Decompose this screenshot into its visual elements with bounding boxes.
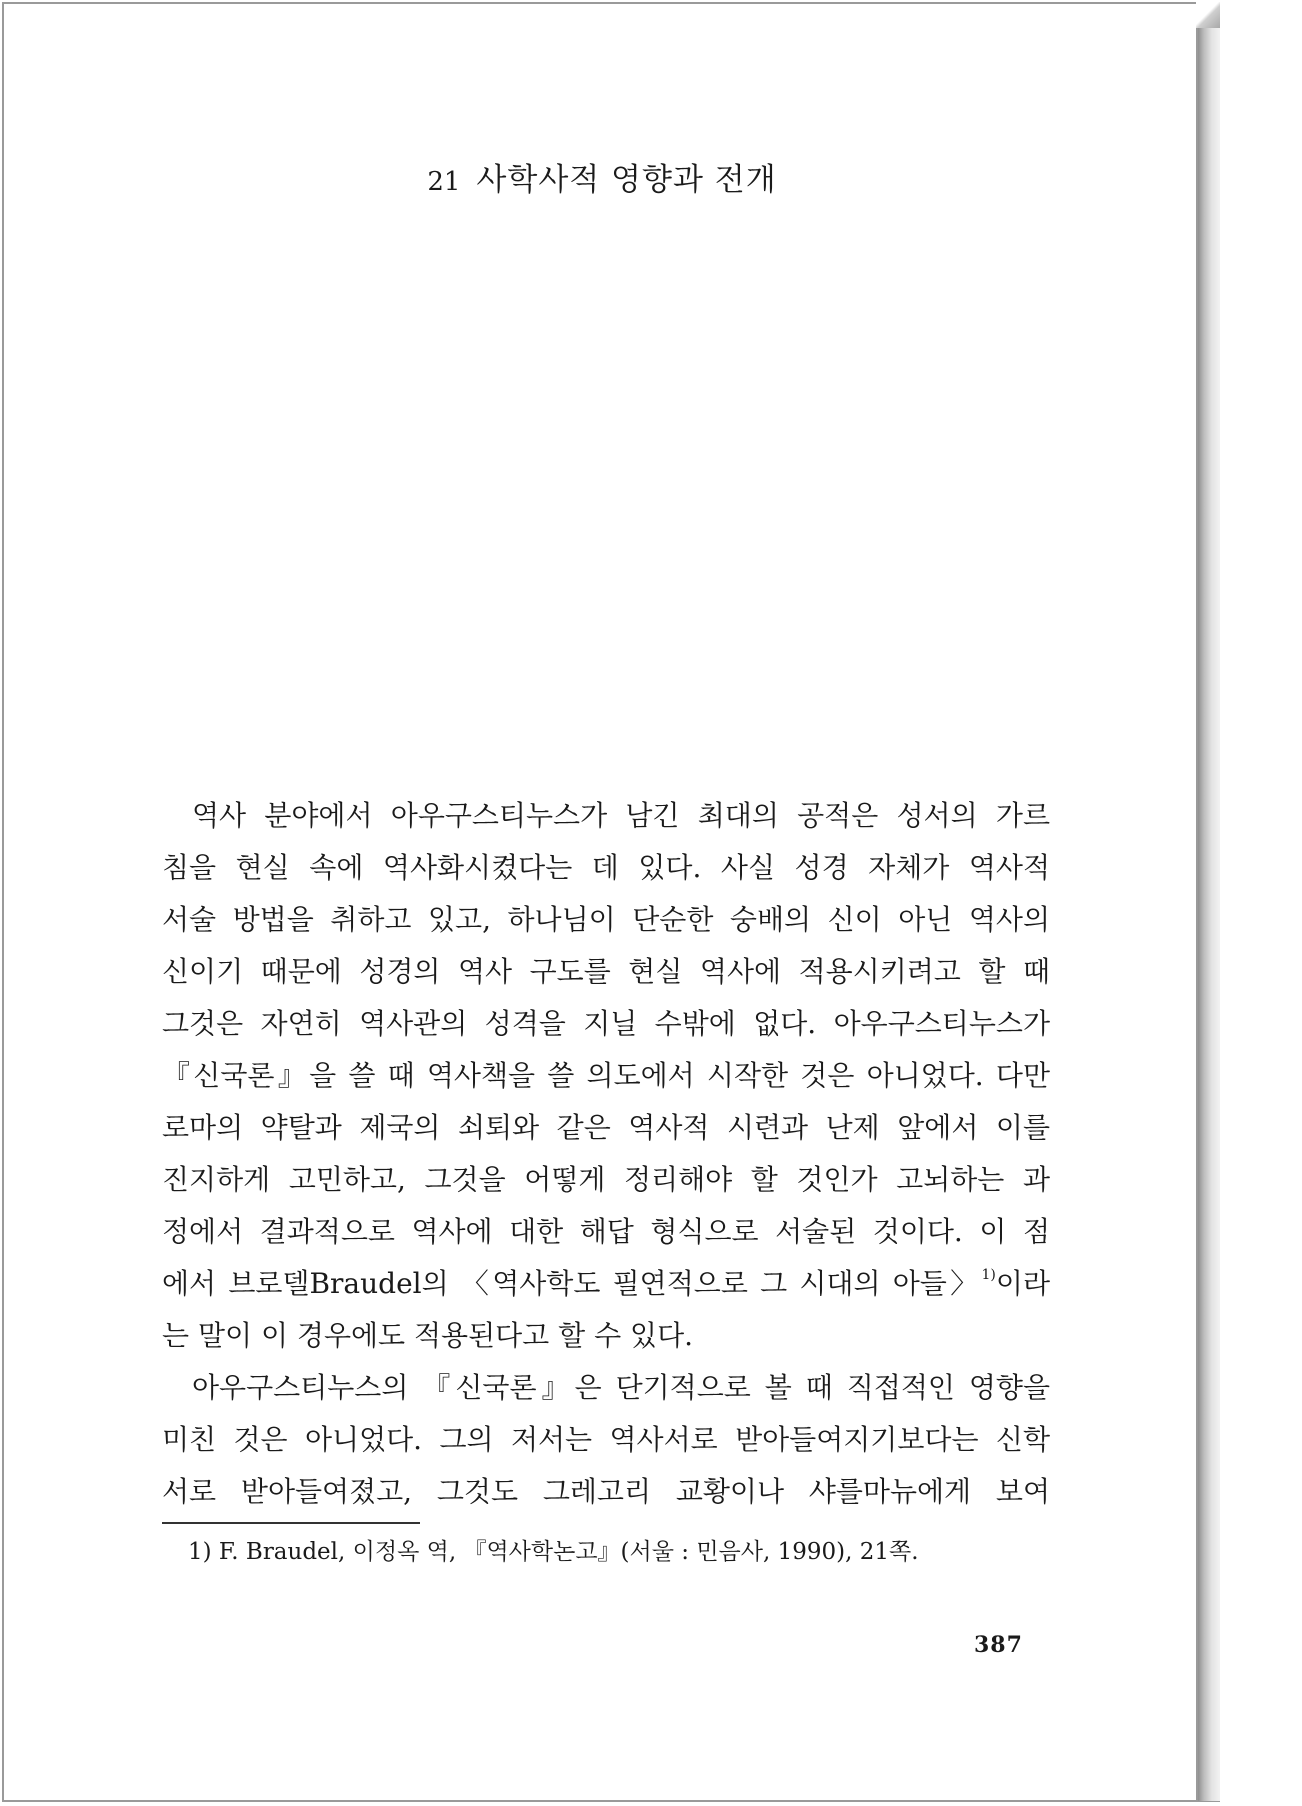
body-line-12: 아우구스티누스의 『신국론』은 단기적으로 볼 때 직접적인 영향을 bbox=[192, 1371, 1050, 1404]
body-line-4: 신이기 때문에 성경의 역사 구도를 현실 역사에 적용시키려고 할 때 bbox=[162, 955, 1050, 988]
body-line-1: 역사 분야에서 아우구스티누스가 남긴 최대의 공적은 성서의 가르 bbox=[192, 799, 1050, 832]
body-line-9: 정에서 결과적으로 역사에 대한 해답 형식으로 서술된 것이다. 이 점 bbox=[162, 1215, 1050, 1248]
body-line-10-suffix: 이라 bbox=[995, 1267, 1050, 1300]
body-line-8: 진지하게 고민하고, 그것을 어떻게 정리해야 할 것인가 고뇌하는 과 bbox=[162, 1163, 1050, 1196]
body-line-14: 서로 받아들여졌고, 그것도 그레고리 교황이나 샤를마뉴에게 보여 bbox=[162, 1475, 1050, 1508]
chapter-number: 21 bbox=[427, 167, 461, 197]
body-line-5: 그것은 자연히 역사관의 성격을 지닐 수밖에 없다. 아우구스티누스가 bbox=[162, 1007, 1050, 1040]
chapter-title: 사학사적 영향과 전개 bbox=[476, 162, 777, 198]
chapter-heading bbox=[4, 154, 1198, 199]
body-line-2: 침을 현실 속에 역사화시켰다는 데 있다. 사실 성경 자체가 역사적 bbox=[162, 851, 1050, 884]
body-line-10 bbox=[162, 1258, 1050, 1310]
footnote-reference: 1) bbox=[981, 1267, 996, 1283]
page-number: 387 bbox=[974, 1632, 1023, 1658]
body-line-11: 는 말이 이 경우에도 적용된다고 할 수 있다. bbox=[162, 1319, 694, 1352]
body-line-6: 『신국론』을 쓸 때 역사책을 쓸 의도에서 시작한 것은 아니었다. 다만 bbox=[162, 1059, 1050, 1092]
page-stack-edge bbox=[1198, 2, 1220, 1802]
footnote: 1) F. Braudel, 이정옥 역, 『역사학논고』(서울 : 민음사, 1990), 21쪽. bbox=[188, 1539, 919, 1565]
footnote-divider bbox=[162, 1522, 420, 1524]
body-line-7: 로마의 약탈과 제국의 쇠퇴와 같은 역사적 시련과 난제 앞에서 이를 bbox=[162, 1111, 1050, 1144]
body-line-10-text: 에서 브로델Braudel의 〈역사학도 필연적으로 그 시대의 아들〉 bbox=[162, 1267, 982, 1300]
book-page bbox=[2, 2, 1198, 1802]
body-text bbox=[162, 790, 1050, 1518]
body-line-13: 미친 것은 아니었다. 그의 저서는 역사서로 받아들여지기보다는 신학 bbox=[162, 1423, 1050, 1456]
page-corner-curl bbox=[1196, 2, 1220, 28]
body-line-3: 서술 방법을 취하고 있고, 하나님이 단순한 숭배의 신이 아닌 역사의 bbox=[162, 903, 1050, 936]
